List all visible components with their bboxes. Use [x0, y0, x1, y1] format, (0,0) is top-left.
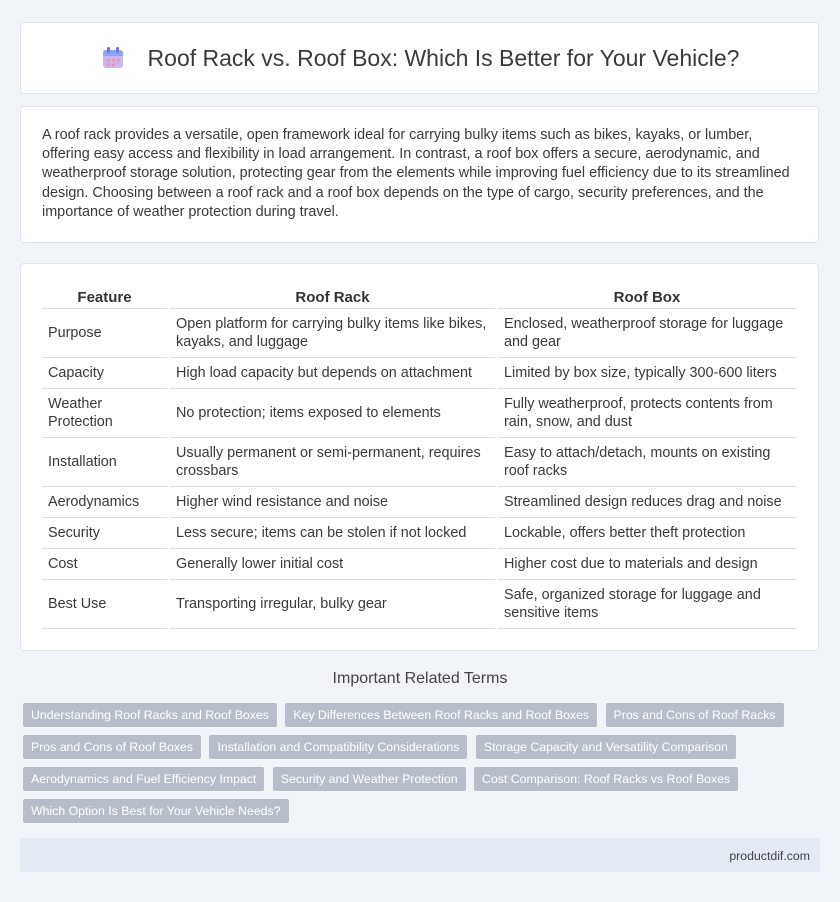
table-row: [42, 389, 796, 438]
cell-feature: Purpose: [42, 309, 167, 358]
cell-feature: Security: [42, 518, 167, 549]
calendar-icon: [100, 45, 126, 71]
table-row: [42, 549, 796, 580]
related-terms-list: [23, 703, 813, 831]
cell-roof-box: Lockable, offers better theft protection: [498, 518, 796, 549]
related-term-tag[interactable]: Understanding Roof Racks and Roof Boxes: [23, 703, 277, 727]
related-term-tag[interactable]: Cost Comparison: Roof Racks vs Roof Boxes: [474, 767, 738, 791]
related-term-tag[interactable]: Storage Capacity and Versatility Comparison: [476, 735, 736, 759]
cell-roof-box: Higher cost due to materials and design: [498, 549, 796, 580]
related-terms-title: Important Related Terms: [332, 670, 508, 687]
cell-feature: Installation: [42, 438, 167, 487]
cell-roof-rack: No protection; items exposed to elements: [170, 389, 495, 438]
table-row: [42, 358, 796, 389]
cell-feature: Cost: [42, 549, 167, 580]
page-title: Roof Rack vs. Roof Box: Which Is Better for Your Vehicle?: [147, 44, 740, 71]
comparison-table-card: [20, 263, 819, 651]
table-row: [42, 580, 796, 629]
header-roof-rack: Roof Rack: [170, 286, 495, 309]
cell-roof-rack: Usually permanent or semi-permanent, requires crossbars: [170, 438, 495, 487]
cell-roof-rack: Transporting irregular, bulky gear: [170, 580, 495, 629]
cell-feature: Aerodynamics: [42, 487, 167, 518]
related-term-tag[interactable]: Pros and Cons of Roof Boxes: [23, 735, 201, 759]
header-roof-box: Roof Box: [498, 286, 796, 309]
intro-card: [20, 106, 819, 243]
related-term-tag[interactable]: Aerodynamics and Fuel Efficiency Impact: [23, 767, 264, 791]
table-row: [42, 438, 796, 487]
cell-roof-box: Safe, organized storage for luggage and sensitive items: [498, 580, 796, 629]
table-row: [42, 309, 796, 358]
table-row: [42, 518, 796, 549]
cell-roof-rack: Higher wind resistance and noise: [170, 487, 495, 518]
related-term-tag[interactable]: Which Option Is Best for Your Vehicle Needs?: [23, 799, 289, 823]
cell-feature: Best Use: [42, 580, 167, 629]
intro-text: A roof rack provides a versatile, open framework ideal for carrying bulky items such as bikes, kayaks, or lumber, offering easy access and flexibility in load arrangement. In contrast, a roof box offers a secure, aerodynamic, and weatherproof storage solution, protecting gear from the elements while improving fuel efficiency due to its streamlined design. Choosing between a roof rack and a roof box depends on the type of cargo, security preferences, and the importance of weather protection during travel.: [42, 127, 790, 220]
cell-roof-box: Easy to attach/detach, mounts on existing roof racks: [498, 438, 796, 487]
footer: [20, 838, 820, 872]
cell-roof-rack: Open platform for carrying bulky items like bikes, kayaks, and luggage: [170, 309, 495, 358]
cell-roof-box: Limited by box size, typically 300-600 liters: [498, 358, 796, 389]
footer-site-link[interactable]: productdif.com: [729, 849, 810, 863]
cell-feature: Weather Protection: [42, 389, 167, 438]
cell-roof-rack: Generally lower initial cost: [170, 549, 495, 580]
table-row: [42, 487, 796, 518]
header-feature: Feature: [42, 286, 167, 309]
related-term-tag[interactable]: Key Differences Between Roof Racks and Roof Boxes: [285, 703, 597, 727]
cell-roof-rack: High load capacity but depends on attachment: [170, 358, 495, 389]
cell-roof-box: Enclosed, weatherproof storage for luggage and gear: [498, 309, 796, 358]
cell-roof-rack: Less secure; items can be stolen if not locked: [170, 518, 495, 549]
cell-roof-box: Fully weatherproof, protects contents from rain, snow, and dust: [498, 389, 796, 438]
cell-feature: Capacity: [42, 358, 167, 389]
cell-roof-box: Streamlined design reduces drag and noise: [498, 487, 796, 518]
related-term-tag[interactable]: Installation and Compatibility Considerations: [209, 735, 467, 759]
related-term-tag[interactable]: Pros and Cons of Roof Racks: [606, 703, 784, 727]
header-card: [20, 22, 819, 94]
comparison-table: [39, 286, 799, 629]
table-header-row: [42, 286, 796, 309]
related-term-tag[interactable]: Security and Weather Protection: [273, 767, 466, 791]
